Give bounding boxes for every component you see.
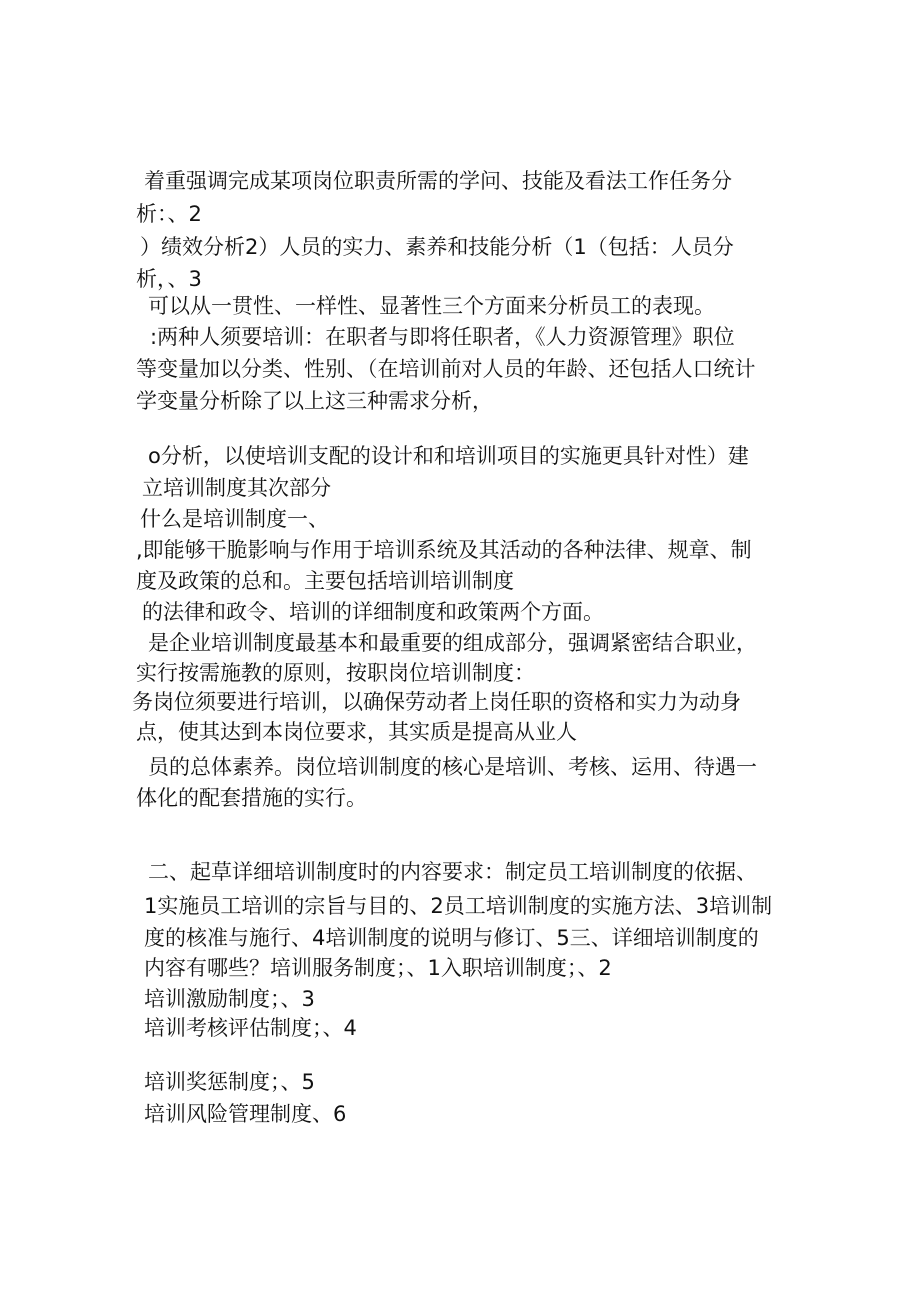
text-line: ,即能够干脆影响与作用于培训系统及其活动的各种法律、规章、制 <box>136 538 752 562</box>
text-line: 可以从一贯性、一样性、显著性三个方面来分析员工的表现。 <box>148 294 715 318</box>
text-line: 着重强调完成某项岗位职责所需的学问、技能及看法工作任务分 <box>144 169 732 193</box>
text-line: 培训考核评估制度；、4 <box>144 1016 357 1040</box>
text-line: 员的总体素养。岗位培训制度的核心是培训、考核、运用、待遇一 <box>148 755 757 779</box>
text-line: 度及政策的总和。主要包括培训培训制度 <box>136 569 514 593</box>
text-line: 点，使其达到本岗位要求，其实质是提高从业人 <box>136 720 577 744</box>
text-line: 度的核准与施行、4培训制度的说明与修订、5三、详细培训制度的 <box>144 926 759 950</box>
text-line: 培训激励制度；、3 <box>144 987 315 1011</box>
text-line: 务岗位须要进行培训，以确保劳动者上岗任职的资格和实力为动身 <box>132 690 741 714</box>
text-line: 体化的配套措施的实行。 <box>136 786 367 810</box>
text-line: 是企业培训制度最基本和最重要的组成部分，强调紧密结合职业， <box>148 631 757 655</box>
text-line: 内容有哪些？培训服务制度；、1入职培训制度；、2 <box>144 956 612 980</box>
text-line: o分析，以使培训支配的设计和和培训项目的实施更具针对性）建 <box>148 444 749 468</box>
text-line: 二、起草详细培训制度时的内容要求：制定员工培训制度的依据、 <box>148 860 757 884</box>
text-line: ）绩效分析2）人员的实力、素养和技能分析（1（包括：人员分 <box>140 235 734 259</box>
text-line: 的法律和政令、培训的详细制度和政策两个方面。 <box>142 600 604 624</box>
text-line: 等变量加以分类、性别、（在培训前对人员的年龄、还包括人口统计 <box>136 357 756 381</box>
text-line: 析：、2 <box>136 202 202 226</box>
text-line: 培训风险管理制度、6 <box>144 1102 347 1126</box>
text-line: :两种人须要培训：在职者与即将任职者，《人力资源管理》职位 <box>150 325 735 349</box>
text-line: 学变量分析除了以上这三种需求分析， <box>136 389 493 413</box>
text-line: 立培训制度其次部分 <box>142 476 331 500</box>
text-line: 培训奖惩制度；、5 <box>144 1070 315 1094</box>
text-line: 实行按需施教的原则，按职岗位培训制度： <box>136 661 535 685</box>
text-line: 析，、3 <box>136 267 202 291</box>
text-line: 1实施员工培训的宗旨与目的、2员工培训制度的实施方法、3培训制 <box>144 894 773 918</box>
text-line: 什么是培训制度一、 <box>140 507 329 531</box>
